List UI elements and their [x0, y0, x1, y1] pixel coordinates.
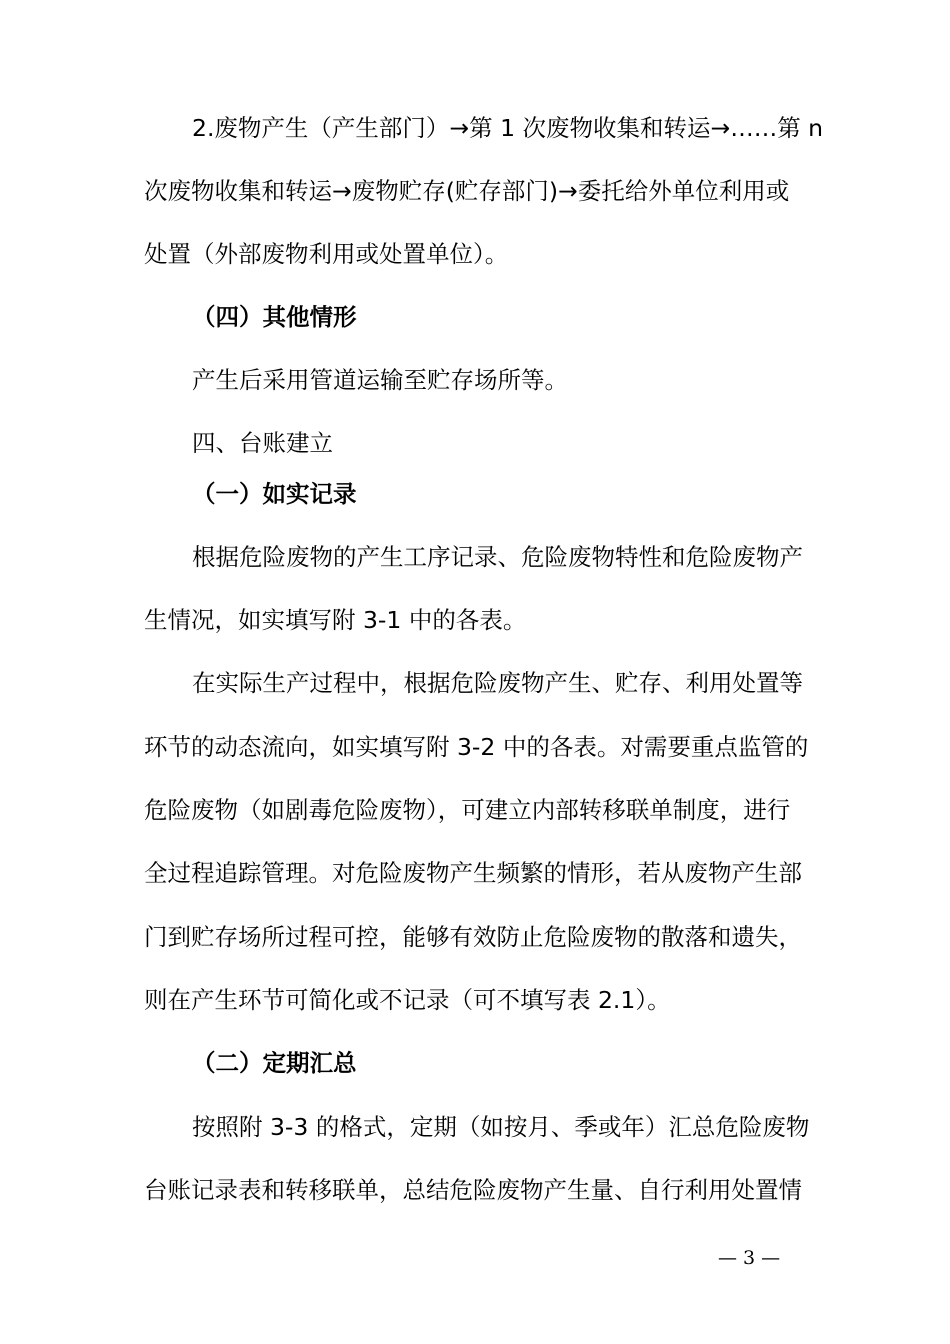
- body-text-line: 门到贮存场所过程可控，能够有效防止危险废物的散落和遗失，: [144, 923, 802, 951]
- body-text-line: 在实际生产过程中，根据危险废物产生、贮存、利用处置等: [192, 669, 803, 697]
- section-heading: （一）如实记录: [192, 480, 357, 508]
- section-heading: （四）其他情形: [192, 303, 357, 331]
- body-text-line: 处置（外部废物利用或处置单位）。: [144, 240, 509, 268]
- body-text-line: 产生后采用管道运输至贮存场所等。: [192, 366, 568, 394]
- section-heading: （二）定期汇总: [192, 1049, 357, 1077]
- body-text-line: 2.废物产生（产生部门）→第 1 次废物收集和转运→……第 n: [192, 114, 824, 142]
- body-text-line: 则在产生环节可简化或不记录（可不填写表 2.1）。: [144, 986, 671, 1014]
- body-text-line: 按照附 3-3 的格式，定期（如按月、季或年）汇总危险废物: [192, 1113, 810, 1141]
- body-text-line: 次废物收集和转运→废物贮存(贮存部门)→委托给外单位利用或: [144, 177, 790, 205]
- body-text-line: 台账记录表和转移联单，总结危险废物产生量、自行利用处置情: [144, 1176, 802, 1204]
- body-text-line: 危险废物（如剧毒危险废物），可建立内部转移联单制度，进行: [144, 796, 791, 824]
- chapter-heading: 四、台账建立: [192, 429, 333, 457]
- page-number: — 3 —: [718, 1247, 781, 1269]
- body-text-line: 生情况，如实填写附 3-1 中的各表。: [144, 606, 527, 634]
- body-text-line: 环节的动态流向，如实填写附 3-2 中的各表。对需要重点监管的: [144, 733, 809, 761]
- body-text-line: 全过程追踪管理。对危险废物产生频繁的情形，若从废物产生部: [144, 859, 802, 887]
- body-text-line: 根据危险废物的产生工序记录、危险废物特性和危险废物产: [192, 543, 803, 571]
